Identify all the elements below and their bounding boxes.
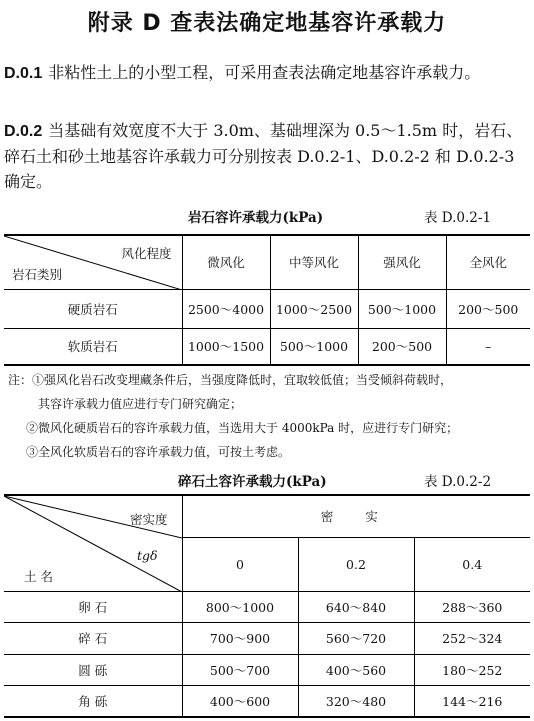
table-note: ③全风化软质岩石的容许承载力值，可按土考虑。 <box>26 445 291 459</box>
table-note: 注：①强风化岩石改变埋藏条件后，当强度降低时，宜取较低值；当受倾斜荷载时， <box>8 373 453 387</box>
table-cell: 640～840 <box>298 591 414 623</box>
diagonal-header-cell <box>4 495 182 591</box>
table-row <box>4 289 530 328</box>
table-cell: 500～700 <box>182 654 298 686</box>
table-row <box>4 623 530 655</box>
table1-number: 表 D.0.2-1 <box>424 210 492 226</box>
table-cell: 200～500 <box>446 289 530 328</box>
clause-number: D.0.1 <box>4 65 43 82</box>
column-header: 0.2 <box>298 537 414 591</box>
table-cell: 200～500 <box>358 328 446 365</box>
header-tg-delta-label: tgδ <box>136 548 158 563</box>
diagonal-header-cell <box>4 235 182 289</box>
row-header: 卵 石 <box>4 591 182 623</box>
table1-caption: 岩石容许承载力(kPa) <box>188 210 324 226</box>
table-row <box>4 591 530 623</box>
header-rock-type-label: 岩石类别 <box>12 266 63 282</box>
table-cell: 1000～2500 <box>270 289 358 328</box>
row-header: 软质岩石 <box>67 339 118 355</box>
table-note: 其容许承载力值应进行专门研究确定； <box>38 397 243 411</box>
column-header: 0 <box>182 537 298 591</box>
table-cell: 700～900 <box>182 623 298 655</box>
table2-number: 表 D.0.2-2 <box>424 474 492 490</box>
column-header: 强风化 <box>358 235 446 289</box>
group-header-dense: 密 实 <box>182 495 530 537</box>
row-header: 圆 砾 <box>4 654 182 686</box>
column-header: 微风化 <box>182 235 270 289</box>
table2-caption: 碎石土容许承载力(kPa) <box>178 474 327 490</box>
table-cell: 2500～4000 <box>182 289 270 328</box>
clause-d01 <box>4 60 530 86</box>
appendix-heading: 附录 D 查表法确定地基容许承载力 <box>87 11 447 36</box>
table-cell: 320～480 <box>298 686 414 718</box>
row-header: 碎 石 <box>4 623 182 655</box>
table-cell: 560～720 <box>298 623 414 655</box>
table-header-row <box>4 235 530 289</box>
table-cell: 500～1000 <box>358 289 446 328</box>
rock-bearing-capacity-table <box>4 234 530 366</box>
row-header: 角 砾 <box>4 686 182 718</box>
table-cell: – <box>446 328 530 365</box>
table-cell: 252～324 <box>414 623 530 655</box>
table-header-row <box>4 495 530 537</box>
clause-text: 非粘性土上的小型工程，可采用查表法确定地基容许承载力。 <box>48 63 481 82</box>
table-cell: 288～360 <box>414 591 530 623</box>
table-cell: 800～1000 <box>182 591 298 623</box>
table-row <box>4 686 530 718</box>
header-soil-name-label: 土 名 <box>24 568 53 584</box>
clause-text: 当基础有效宽度不大于 3.0m、基础埋深为 0.5～1.5m 时，岩石、碎石土和砂土地基容许承载力可分别按表 D.0.2-1、D.0.2-2 和 D.0.2-3 确定。 <box>4 121 523 191</box>
table-note: ②微风化硬质岩石的容许承载力值，当选用大于 4000kPa 时，应进行专门研究； <box>26 421 459 435</box>
table-cell: 400～600 <box>182 686 298 718</box>
row-header: 硬质岩石 <box>67 301 118 317</box>
gravel-soil-bearing-capacity-table <box>4 494 530 718</box>
clause-d02 <box>4 118 530 194</box>
clause-number: D.0.2 <box>4 123 43 140</box>
header-density-label: 密实度 <box>129 512 168 527</box>
table-cell: 180～252 <box>414 654 530 686</box>
table-cell: 144～216 <box>414 686 530 718</box>
column-header: 0.4 <box>414 537 530 591</box>
table-cell: 500～1000 <box>270 328 358 365</box>
table-row <box>4 654 530 686</box>
table-row <box>4 328 530 365</box>
table-cell: 400～560 <box>298 654 414 686</box>
column-header: 全风化 <box>446 235 530 289</box>
header-weathering-label: 风化程度 <box>121 246 172 261</box>
table-cell: 1000～1500 <box>182 328 270 365</box>
column-header: 中等风化 <box>270 235 358 289</box>
